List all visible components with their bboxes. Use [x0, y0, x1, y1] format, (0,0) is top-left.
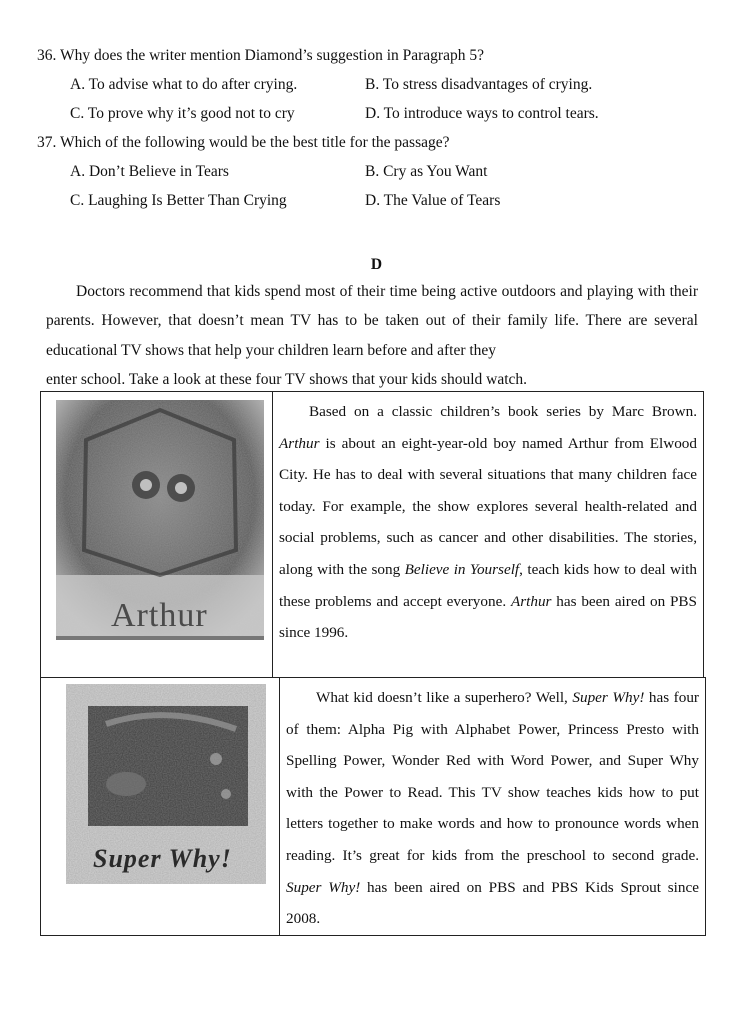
- section-intro: [46, 277, 698, 365]
- description-text: has been aired on PBS since 1996.: [279, 592, 698, 642]
- question-37-option-a[interactable]: A. Don’t Believe in Tears: [70, 163, 229, 180]
- intro-text: Doctors recommend that kids spend most of their time being active outdoors and playing with their parents. However, that doesn’t mean TV has to be taken out of their family life. There are several educational TV shows that help your children learn before and after they: [46, 283, 698, 359]
- title-emphasis: Believe in Yourself: [404, 560, 520, 578]
- title-emphasis: Super Why!: [572, 689, 645, 706]
- show-description-arthur: [273, 392, 704, 678]
- show-image-cell: [41, 392, 273, 678]
- description-text: has been aired on PBS and PBS Kids Sprout since 2008.: [286, 878, 699, 928]
- question-36-option-b[interactable]: B. To stress disadvantages of crying.: [365, 76, 593, 93]
- title-emphasis: Arthur: [510, 592, 552, 610]
- question-37-option-c[interactable]: C. Laughing Is Better Than Crying: [70, 192, 287, 209]
- question-36-stem: 36. Why does the writer mention Diamond’s suggestion in Paragraph 5?: [37, 47, 484, 64]
- description-text: has four of them: Alpha Pig with Alphabet Power, Princess Presto with Spelling Power, Wonder Red with Word Power, and Super Why with the Power to Read. This TV show teaches kids how to put letters together to make words and how to pronounce words when reading. It’s great for kids from the preschool to second grade.: [286, 689, 699, 864]
- question-37-option-d[interactable]: D. The Value of Tears: [365, 192, 501, 209]
- question-36-option-a[interactable]: A. To advise what to do after crying.: [70, 76, 298, 93]
- show-table-arthur: [40, 391, 704, 678]
- show-table-super-why: [40, 677, 706, 936]
- question-37-option-b[interactable]: B. Cry as You Want: [365, 163, 488, 180]
- section-letter: D: [370, 256, 383, 273]
- title-emphasis: Arthur: [279, 434, 320, 452]
- question-36-option-c[interactable]: C. To prove why it’s good not to cry: [70, 105, 295, 122]
- arthur-poster-title: Arthur: [111, 597, 208, 634]
- question-37-stem: 37. Which of the following would be the best title for the passage?: [37, 134, 450, 151]
- description-text: Based on a classic children’s book series by Marc Brown.: [309, 403, 697, 420]
- description-text: is about an eight-year-old boy named Arthur from Elwood City. He has to deal with several situations that many children face today. For example, the show explores several health-related and social problems, such as cancer and other disabilities. The stories, along with the song: [279, 434, 697, 578]
- show-description-super-why: [280, 678, 706, 936]
- title-emphasis: Super Why!: [286, 878, 361, 896]
- super-why-description: [286, 682, 699, 935]
- description-text: What kid doesn’t like a superhero? Well,: [316, 689, 573, 706]
- arthur-description: [279, 396, 697, 649]
- question-36-option-d[interactable]: D. To introduce ways to control tears.: [365, 105, 599, 122]
- super-why-poster-title: Super Why!: [93, 844, 232, 873]
- show-image-cell: [41, 678, 280, 936]
- section-intro-last-line: enter school. Take a look at these four TV shows that your kids should watch.: [46, 371, 528, 388]
- description-text: , teach kids how to deal with these problems and accept everyone.: [279, 560, 697, 610]
